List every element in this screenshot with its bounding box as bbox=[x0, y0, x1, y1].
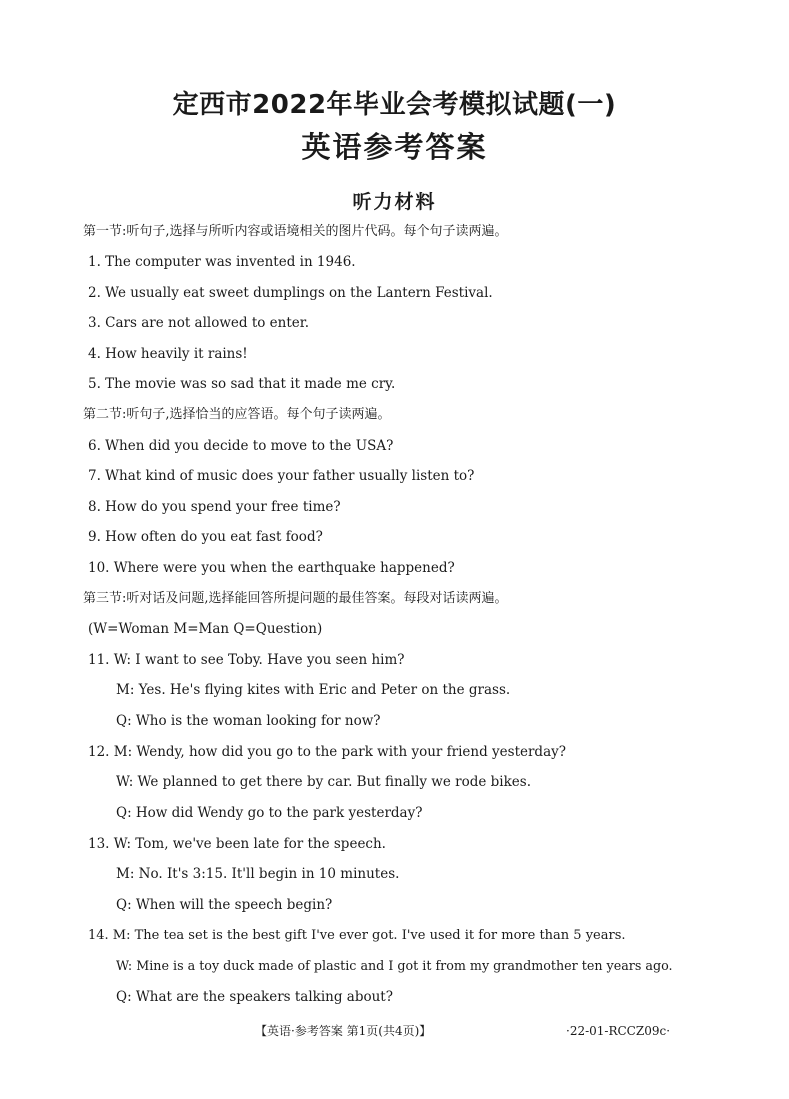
sentence-6: 6. When did you decide to move to the USA? bbox=[88, 438, 394, 454]
sentence-9: 9. How often do you eat fast food? bbox=[88, 529, 323, 545]
dialog-12-question: Q: How did Wendy go to the park yesterday? bbox=[116, 805, 423, 821]
dialog-14-question: Q: What are the speakers talking about? bbox=[116, 989, 393, 1005]
dialog-14-line-1: 14. M: The tea set is the best gift I've ever got. I've used it for more than 5 years. bbox=[88, 928, 626, 943]
dialog-13-line-2: M: No. It's 3:15. It'll begin in 10 minutes. bbox=[116, 866, 400, 882]
sentence-4: 4. How heavily it rains! bbox=[88, 346, 248, 362]
dialog-13-question: Q: When will the speech begin? bbox=[116, 897, 333, 913]
sentence-1: 1. The computer was invented in 1946. bbox=[88, 254, 356, 270]
sentence-2: 2. We usually eat sweet dumplings on the Lantern Festival. bbox=[88, 285, 493, 301]
exam-title: 定西市2022年毕业会考模拟试题(一) bbox=[172, 90, 617, 120]
dialog-14-line-2: W: Mine is a toy duck made of plastic and I got it from my grandmother ten years ago. bbox=[116, 958, 673, 973]
answer-key-title: 英语参考答案 bbox=[301, 130, 488, 164]
sentence-8: 8. How do you spend your free time? bbox=[88, 499, 341, 515]
page-number-label: 【英语·参考答案 第1页(共4页)】 bbox=[255, 1024, 432, 1038]
part3-heading: 第三节:听对话及问题,选择能回答所提问题的最佳答案。每段对话读两遍。 bbox=[83, 591, 508, 606]
speaker-legend: (W=Woman M=Man Q=Question) bbox=[88, 621, 323, 637]
dialog-12-line-1: 12. M: Wendy, how did you go to the park with your friend yesterday? bbox=[88, 744, 566, 760]
dialog-11-question: Q: Who is the woman looking for now? bbox=[116, 713, 381, 729]
sentence-3: 3. Cars are not allowed to enter. bbox=[88, 315, 310, 331]
part2-heading: 第二节:听句子,选择恰当的应答语。每个句子读两遍。 bbox=[83, 407, 391, 422]
dialog-12-line-2: W: We planned to get there by car. But finally we rode bikes. bbox=[116, 774, 531, 790]
dialog-11-line-2: M: Yes. He's flying kites with Eric and Peter on the grass. bbox=[116, 682, 511, 698]
part1-heading: 第一节:听句子,选择与所听内容或语境相关的图片代码。每个句子读两遍。 bbox=[83, 224, 508, 239]
dialog-11-line-1: 11. W: I want to see Toby. Have you seen him? bbox=[88, 652, 405, 668]
sentence-5: 5. The movie was so sad that it made me cry. bbox=[88, 376, 396, 392]
dialog-13-line-1: 13. W: Tom, we've been late for the speech. bbox=[88, 836, 386, 852]
sentence-10: 10. Where were you when the earthquake happened? bbox=[88, 560, 455, 576]
document-code: ·22-01-RCCZ09c· bbox=[566, 1024, 671, 1038]
sentence-7: 7. What kind of music does your father usually listen to? bbox=[88, 468, 475, 484]
section-title-listening-material: 听力材料 bbox=[352, 191, 437, 213]
